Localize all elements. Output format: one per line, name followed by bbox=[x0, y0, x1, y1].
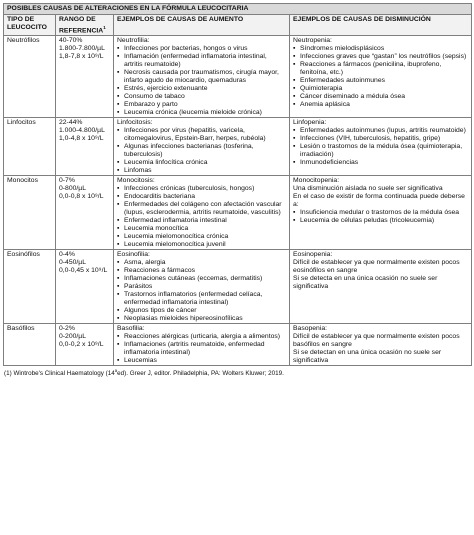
list-item: ▪ Leucemia linfocítica crónica bbox=[117, 159, 287, 167]
header-aumento: EJEMPLOS DE CAUSAS DE AUMENTO bbox=[114, 15, 290, 36]
cell-aumento bbox=[114, 118, 290, 176]
list-item: ▪ Inmunodeficiencias bbox=[293, 159, 469, 167]
rango-line: 0,0-0,45 x 10⁹/L bbox=[59, 267, 108, 275]
disminucion-text: Si se detecta en una única ocasión no suele ser significativa bbox=[293, 275, 438, 291]
cell-aumento bbox=[114, 324, 290, 366]
rango-line: 0-7% bbox=[59, 177, 75, 185]
rango-line: 22-44% bbox=[59, 119, 83, 127]
list-item: ▪ Enfermedades autoinmunes bbox=[293, 77, 469, 85]
header-rango-line-1: RANGO DE bbox=[59, 16, 96, 23]
list-item: ▪ Enfermedad inflamatoria intestinal bbox=[117, 217, 287, 225]
table-row bbox=[4, 118, 472, 176]
list-item: ▪ Infecciones por virus (hepatitis, varicela, citomegalovirus, Epstein-Barr, herpes, rubéola) bbox=[117, 127, 287, 143]
disminucion-title: Neutropenia: bbox=[293, 37, 332, 45]
leukocyte-formula-table bbox=[3, 3, 472, 366]
list-item: ▪ Reacciones a fármacos bbox=[117, 267, 287, 275]
cell-rango bbox=[56, 250, 114, 324]
cell-tipo: Eosinófilos bbox=[4, 250, 56, 324]
disminucion-text: Difícil de establecer ya que normalmente existen pocos basófilos en sangre bbox=[293, 333, 460, 349]
cell-aumento bbox=[114, 250, 290, 324]
aumento-list bbox=[117, 259, 287, 323]
header-tipo-line-1: TIPO DE bbox=[7, 16, 35, 23]
list-item: ▪ Neoplasias mieloides hipereosinofílicas bbox=[117, 315, 287, 323]
cell-rango bbox=[56, 324, 114, 366]
list-item: ▪ Necrosis causada por traumatismos, cirugía mayor, infarto agudo de miocardio, quemaduras bbox=[117, 69, 287, 85]
cell-tipo: Neutrófilos bbox=[4, 36, 56, 118]
footnote bbox=[3, 367, 471, 378]
list-item: ▪ Insuficiencia medular o trastornos de la médula ósea bbox=[293, 209, 469, 217]
table-row bbox=[4, 324, 472, 366]
footnote-post: ed). Greer J, editor. Philadelphia, PA: Wolters Kluwer; 2019. bbox=[117, 370, 284, 378]
list-item: ▪ Leucemia crónica (leucemia mieloide crónica) bbox=[117, 109, 287, 117]
list-item: ▪ Inflamación (enfermedad inflamatoria intestinal, artritis reumatoide) bbox=[117, 53, 287, 69]
aumento-title: Eosinofilia: bbox=[117, 251, 150, 259]
list-item: ▪ Inflamaciones (artritis reumatoide, enfermedad inflamatoria intestinal) bbox=[117, 341, 287, 357]
header-rango-text: REFERENCIA bbox=[59, 27, 104, 35]
disminucion-text: Difícil de establecer ya que normalmente existen pocos eosinófilos en sangre bbox=[293, 259, 460, 275]
rango-line: 0-800/µL bbox=[59, 185, 86, 193]
aumento-list bbox=[117, 45, 287, 117]
disminucion-title: Eosinopenia: bbox=[293, 251, 333, 259]
list-item: ▪ Leucemia de células peludas (tricoleucemia) bbox=[293, 217, 469, 225]
cell-disminucion bbox=[290, 324, 472, 366]
rango-line: 40-70% bbox=[59, 37, 83, 45]
disminucion-title: Monocitopenia: bbox=[293, 177, 340, 185]
cell-disminucion bbox=[290, 176, 472, 250]
cell-tipo: Monocitos bbox=[4, 176, 56, 250]
table-row bbox=[4, 250, 472, 324]
disminucion-list bbox=[293, 209, 469, 225]
rango-line: 1,8-7,8 x 10⁹/L bbox=[59, 53, 104, 61]
rango-line: 1.800-7.800/µL bbox=[59, 45, 105, 53]
cell-rango bbox=[56, 36, 114, 118]
leukocyte-table-wrapper bbox=[3, 3, 471, 378]
header-disminucion: EJEMPLOS DE CAUSAS DE DISMINUCIÓN bbox=[290, 15, 472, 36]
aumento-title: Linfocitosis: bbox=[117, 119, 153, 127]
list-item: ▪ Leucemia monocítica bbox=[117, 225, 287, 233]
list-item: ▪ Reacciones alérgicas (urticaria, alergia a alimentos) bbox=[117, 333, 287, 341]
list-item: ▪ Infecciones crónicas (tuberculosis, hongos) bbox=[117, 185, 287, 193]
list-item: ▪ Leucemia mielomonocítica juvenil bbox=[117, 241, 287, 249]
header-tipo-line-2: LEUCOCITO bbox=[7, 24, 47, 31]
cell-rango bbox=[56, 118, 114, 176]
cell-aumento bbox=[114, 176, 290, 250]
cell-disminucion bbox=[290, 118, 472, 176]
list-item: ▪ Lesión o trastornos de la médula ósea (quimioterapia, irradiación) bbox=[293, 143, 469, 159]
list-item: ▪ Infecciones (VIH, tuberculosis, hepatitis, gripe) bbox=[293, 135, 469, 143]
rango-line: 0-2% bbox=[59, 325, 75, 333]
table-row bbox=[4, 176, 472, 250]
list-item: ▪ Trastornos inflamatorios (enfermedad celíaca, enfermedad inflamatoria intestinal) bbox=[117, 291, 287, 307]
header-rango-footnote-ref: 1 bbox=[103, 25, 106, 30]
table-body bbox=[4, 36, 472, 366]
list-item: ▪ Embarazo y parto bbox=[117, 101, 287, 109]
cell-disminucion bbox=[290, 250, 472, 324]
header-rango-line-2 bbox=[59, 24, 111, 35]
list-item: ▪ Enfermedades autoinmunes (lupus, artritis reumatoide) bbox=[293, 127, 469, 135]
list-item: ▪ Consumo de tabaco bbox=[117, 93, 287, 101]
aumento-title: Basofilia: bbox=[117, 325, 145, 333]
list-item: ▪ Asma, alergia bbox=[117, 259, 287, 267]
list-item: ▪ Inflamaciones cutáneas (eccemas, dermatitis) bbox=[117, 275, 287, 283]
cell-aumento bbox=[114, 36, 290, 118]
disminucion-title: Linfopenia: bbox=[293, 119, 327, 127]
list-item: ▪ Reacciones a fármacos (penicilina, ibuprofeno, fenitoína, etc.) bbox=[293, 61, 469, 77]
footnote-sup: a bbox=[114, 368, 118, 374]
header-row bbox=[4, 15, 472, 36]
header-tipo bbox=[4, 15, 56, 36]
disminucion-text: En el caso de existir de forma continuada puede deberse a: bbox=[293, 193, 465, 209]
list-item: ▪ Estrés, ejercicio extenuante bbox=[117, 85, 287, 93]
cell-disminucion bbox=[290, 36, 472, 118]
aumento-title: Neutrofilia: bbox=[117, 37, 150, 45]
disminucion-list bbox=[293, 45, 469, 109]
cell-tipo: Linfocitos bbox=[4, 118, 56, 176]
list-item: ▪ Anemia aplásica bbox=[293, 101, 469, 109]
rango-line: 0-450/µL bbox=[59, 259, 86, 267]
disminucion-text: Una disminución aislada no suele ser significativa bbox=[293, 185, 443, 193]
disminucion-title: Basopenia: bbox=[293, 325, 328, 333]
table-title: POSIBLES CAUSAS DE ALTERACIONES EN LA FÓRMULA LEUCOCITARIA bbox=[4, 4, 472, 15]
footnote-pre: (1) Wintrobe's Clinical Haematology (14 bbox=[4, 370, 115, 378]
list-item: ▪ Leucemia mielomonocítica crónica bbox=[117, 233, 287, 241]
list-item: ▪ Enfermedades del colágeno con afectación vascular (lupus, esclerodermia, artritis reumatoide, vasculitis) bbox=[117, 201, 287, 217]
cell-rango bbox=[56, 176, 114, 250]
list-item: ▪ Leucemias bbox=[117, 357, 287, 365]
cell-tipo: Basófilos bbox=[4, 324, 56, 366]
list-item: ▪ Infecciones graves que “gastan” los neutrófilos (sepsis) bbox=[293, 53, 469, 61]
list-item: ▪ Linfomas bbox=[117, 167, 287, 175]
aumento-list bbox=[117, 333, 287, 365]
disminucion-text: Si se detectan en una única ocasión no suele ser significativa bbox=[293, 349, 442, 365]
list-item: ▪ Algunos tipos de cáncer bbox=[117, 307, 287, 315]
list-item: ▪ Síndromes mielodisplásicos bbox=[293, 45, 469, 53]
rango-line: 1.000-4.800/µL bbox=[59, 127, 105, 135]
header-rango bbox=[56, 15, 114, 36]
rango-line: 1,0-4,8 x 10⁹/L bbox=[59, 135, 104, 143]
table-row bbox=[4, 36, 472, 118]
rango-line: 0-200/µL bbox=[59, 333, 86, 341]
list-item: ▪ Algunas infecciones bacterianas (tosferina, tuberculosis) bbox=[117, 143, 287, 159]
aumento-title: Monocitosis: bbox=[117, 177, 155, 185]
list-item: ▪ Cáncer diseminado a médula ósea bbox=[293, 93, 469, 101]
list-item: ▪ Quimioterapia bbox=[293, 85, 469, 93]
disminucion-list bbox=[293, 127, 469, 167]
list-item: ▪ Parásitos bbox=[117, 283, 287, 291]
rango-line: 0-4% bbox=[59, 251, 75, 259]
aumento-list bbox=[117, 185, 287, 249]
list-item: ▪ Infecciones por bacterias, hongos o virus bbox=[117, 45, 287, 53]
list-item: ▪ Endocarditis bacteriana bbox=[117, 193, 287, 201]
rango-line: 0,0-0,8 x 10⁹/L bbox=[59, 193, 104, 201]
rango-line: 0,0-0,2 x 10⁹/L bbox=[59, 341, 104, 349]
aumento-list bbox=[117, 127, 287, 175]
